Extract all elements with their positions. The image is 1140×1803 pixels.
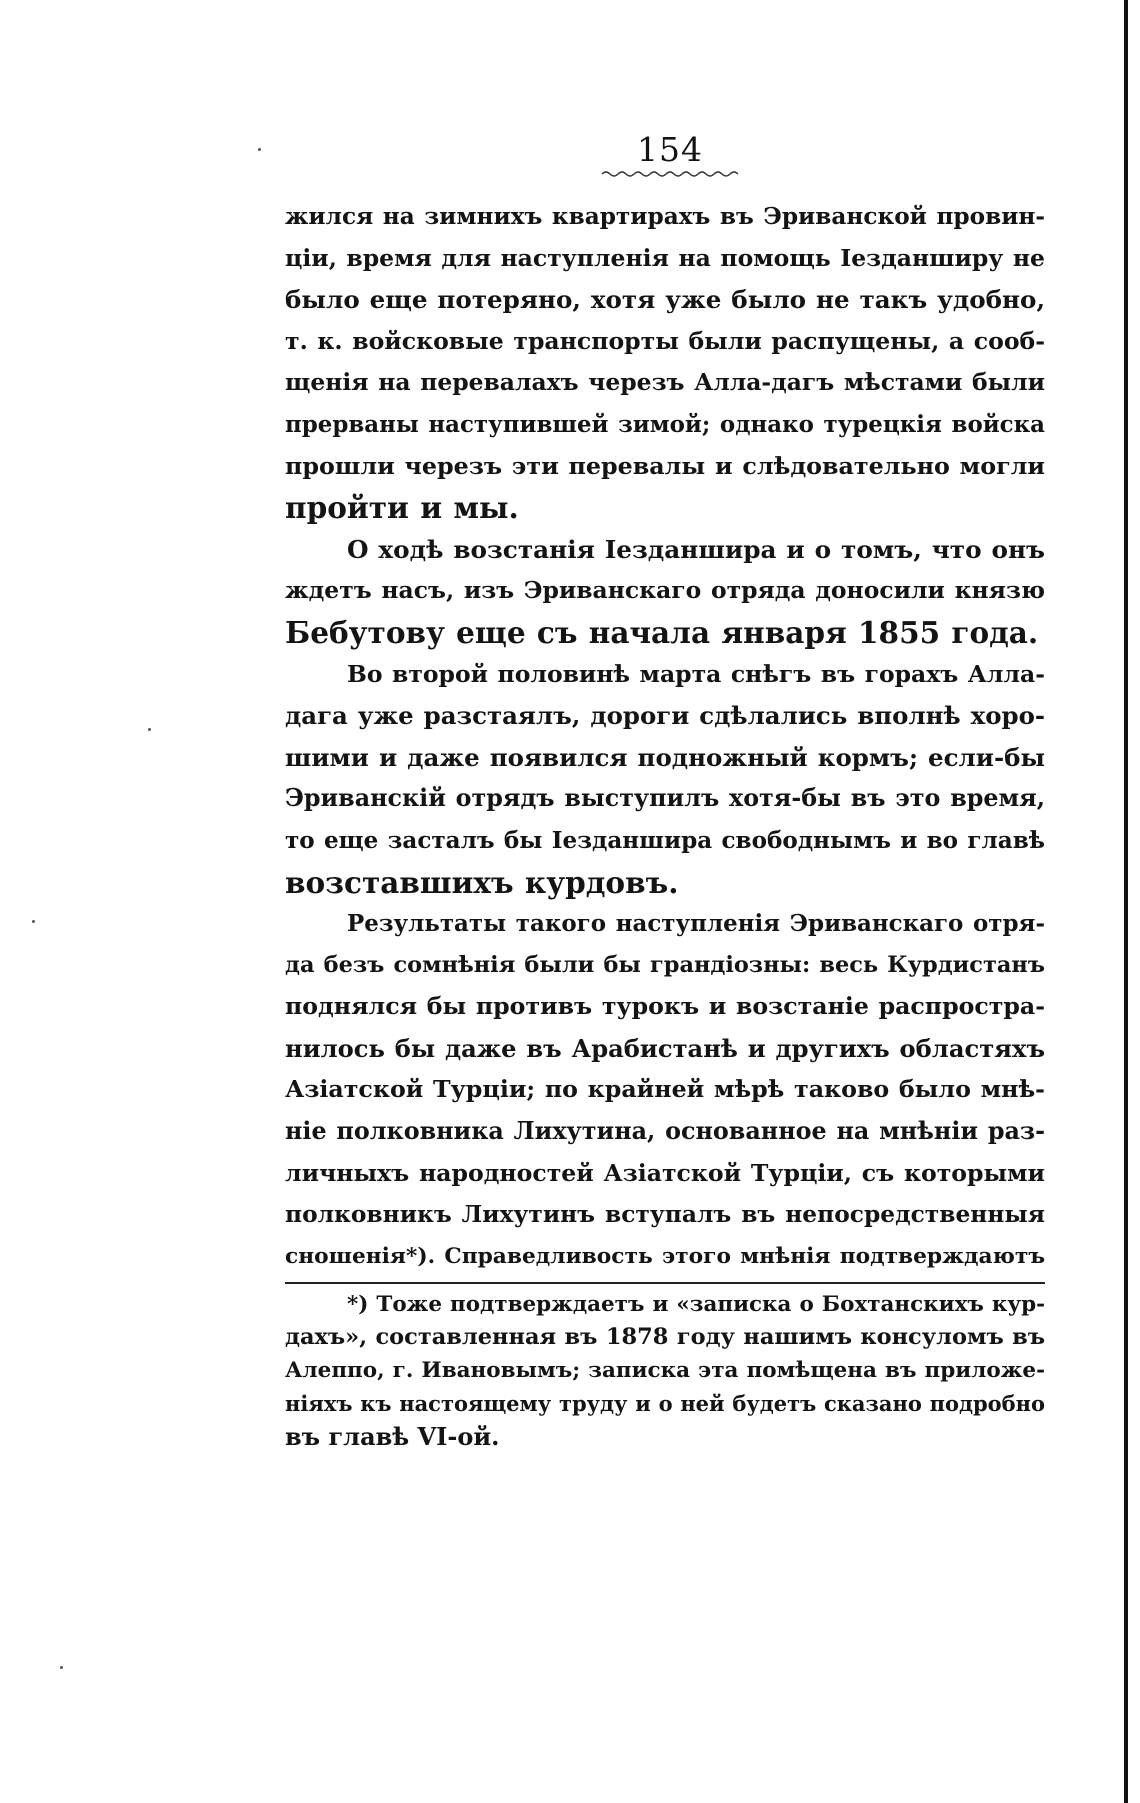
scan-speck <box>32 920 35 923</box>
text-line: возставшихъ курдовъ. <box>285 864 679 900</box>
scan-speck <box>60 1666 63 1669</box>
text-line: жился на зимнихъ квартирахъ въ Эриванской провин- <box>285 203 1045 230</box>
text-line: полковникъ Лихутинъ вступалъ въ непосредственныя <box>285 1201 1045 1229</box>
text-line: прошли черезъ эти перевалы и слѣдовательно могли <box>285 451 1045 480</box>
text-line: нилось бы даже въ Арабистанѣ и другихъ областяхъ <box>285 1033 1045 1063</box>
scan-edge-border <box>1124 0 1128 1803</box>
text-line: ціи, время для наступленія на помощь Іезданширу не <box>285 243 1045 272</box>
text-line: да безъ сомнѣнія были бы грандіозны: весь Курдистанъ <box>285 951 1045 978</box>
text-line: О ходѣ возстанія Іезданшира и о томъ, что онъ <box>347 534 1045 564</box>
footnote-text <box>285 1288 1045 1453</box>
text-line: Азіатской Турціи; по крайней мѣрѣ таково было мнѣ- <box>285 1075 1045 1104</box>
text-line: пройти и мы. <box>285 490 519 526</box>
text-line: ніе полковника Лихутина, основанное на мнѣніи раз- <box>285 1117 1045 1146</box>
text-line: т. к. войсковые транспорты были распущены, а сооб- <box>285 326 1045 355</box>
text-line: Бебутову еще съ начала января 1855 года. <box>285 614 1039 650</box>
footnote-line: *) Тоже подтверждаетъ и «записка о Бохтанскихъ кур- <box>347 1292 1045 1317</box>
body-text <box>285 196 1045 1277</box>
footnote-block <box>285 1282 1045 1453</box>
footnote-line: ніяхъ къ настоящему труду и о ней будетъ сказано подробно <box>285 1391 1045 1416</box>
text-line: поднялся бы противъ турокъ и возстаніе распростра- <box>285 992 1045 1021</box>
text-line: Во второй половинѣ марта снѣгъ въ горахъ Алла- <box>347 659 1045 688</box>
footnote-rule <box>285 1282 1045 1284</box>
footnote-line: въ главѣ VI-ой. <box>285 1422 500 1451</box>
text-line: было еще потеряно, хотя уже было не такъ удобно, <box>285 285 1045 315</box>
text-line: прерваны наступившей зимой; однако турецкія войска <box>285 410 1045 438</box>
footnote-line: Алеппо, г. Ивановымъ; записка эта помѣщена въ приложе- <box>285 1358 1045 1383</box>
page-header <box>560 132 780 178</box>
text-line: щенія на перевалахъ черезъ Алла-дагъ мѣстами были <box>285 368 1045 397</box>
text-line: личныхъ народностей Азіатской Турціи, съ которыми <box>285 1158 1045 1187</box>
scan-speck <box>148 728 151 731</box>
footnote-line: дахъ», составленная въ 1878 году нашимъ консуломъ въ <box>285 1324 1045 1350</box>
wavy-rule-ornament <box>600 170 740 178</box>
page-number: 154 <box>637 130 703 169</box>
text-line: Результаты такого наступленія Эриванскаго отря- <box>347 910 1045 938</box>
text-line: дага уже разстаялъ, дороги сдѣлались вполнѣ хоро- <box>285 701 1045 731</box>
scan-speck <box>258 148 261 151</box>
text-line: сношенія*). Справедливость этого мнѣнія подтверждаютъ <box>285 1243 1045 1269</box>
text-line: шими и даже появился подножный кормъ; если-бы <box>285 742 1045 772</box>
text-line: то еще засталъ бы Іезданшира свободнымъ и во главѣ <box>285 826 1045 854</box>
text-line: Эриванскій отрядъ выступилъ хотя-бы въ это время, <box>285 784 1045 813</box>
text-line: ждетъ насъ, изъ Эриванскаго отряда доносили князю <box>285 576 1045 605</box>
